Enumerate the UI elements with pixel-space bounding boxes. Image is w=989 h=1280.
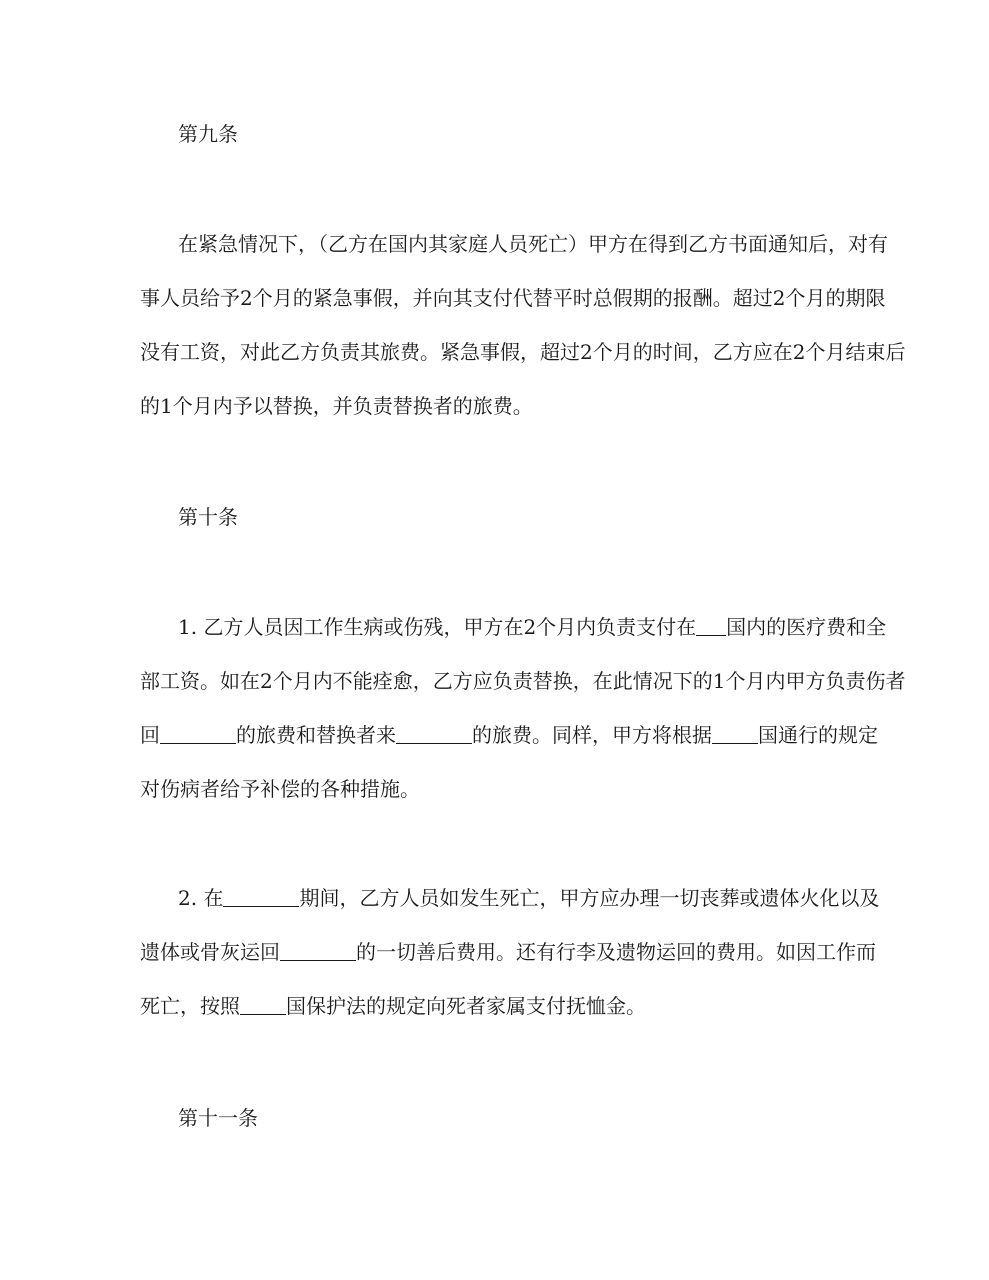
paragraph-line bbox=[140, 883, 880, 937]
paragraph-line bbox=[140, 612, 887, 666]
fill-in-blank[interactable] bbox=[160, 723, 236, 744]
paragraph-line: 在紧急情况下，（乙方在国内其家庭人员死亡）甲方在得到乙方书面通知后，对有 bbox=[178, 232, 888, 256]
fill-in-blank[interactable] bbox=[696, 615, 726, 636]
fill-in-blank[interactable] bbox=[396, 723, 472, 744]
paragraph-line: 部工资。如在2个月内不能痊愈，乙方应负责替换，在此情况下的1个月内甲方负责伤者 bbox=[140, 669, 906, 693]
text-segment: 遗体或骨灰运回 bbox=[140, 940, 280, 964]
article-11-heading: 第十一条 bbox=[178, 1106, 258, 1130]
paragraph-line: 事人员给予2个月的紧急事假，并向其支付代替平时总假期的报酬。超过2个月的期限 bbox=[140, 286, 886, 310]
article-9-paragraph bbox=[140, 229, 906, 445]
fill-in-blank[interactable] bbox=[712, 723, 758, 744]
fill-in-blank[interactable] bbox=[240, 994, 286, 1015]
text-segment: 期间，乙方人员如发生死亡，甲方应办理一切丧葬或遗体火化以及 bbox=[299, 886, 880, 910]
text-segment: 的一切善后费用。还有行李及遗物运回的费用。如因工作而 bbox=[356, 940, 876, 964]
paragraph-line bbox=[140, 720, 878, 774]
paragraph-line: 对伤病者给予补偿的各种措施。 bbox=[140, 777, 420, 801]
text-segment: 的旅费。同样，甲方将根据 bbox=[472, 723, 712, 747]
text-segment: 国通行的规定 bbox=[758, 723, 878, 747]
text-segment: 2. 在 bbox=[178, 886, 224, 910]
paragraph-line: 没有工资，对此乙方负责其旅费。紧急事假，超过2个月的时间，乙方应在2个月结束后 bbox=[140, 340, 906, 364]
text-segment: 死亡，按照 bbox=[140, 994, 240, 1018]
text-segment: 的旅费和替换者来 bbox=[236, 723, 396, 747]
fill-in-blank[interactable] bbox=[280, 940, 356, 961]
paragraph-line: 的1个月内予以替换，并负责替换者的旅费。 bbox=[140, 394, 533, 418]
fill-in-blank[interactable] bbox=[223, 886, 299, 907]
article-10-item-1 bbox=[140, 612, 906, 828]
paragraph-line bbox=[140, 937, 876, 991]
text-segment: 国保护法的规定向死者家属支付抚恤金。 bbox=[286, 994, 646, 1018]
paragraph-line bbox=[140, 991, 855, 1045]
text-segment: 1. 乙方人员因工作生病或伤残，甲方在2个月内负责支付在 bbox=[178, 615, 697, 639]
article-9-heading: 第九条 bbox=[178, 122, 238, 146]
article-10-item-2 bbox=[140, 883, 880, 1045]
text-segment: 回 bbox=[140, 723, 160, 747]
text-segment: 国内的医疗费和全 bbox=[726, 615, 887, 639]
article-10-heading: 第十条 bbox=[178, 505, 238, 529]
